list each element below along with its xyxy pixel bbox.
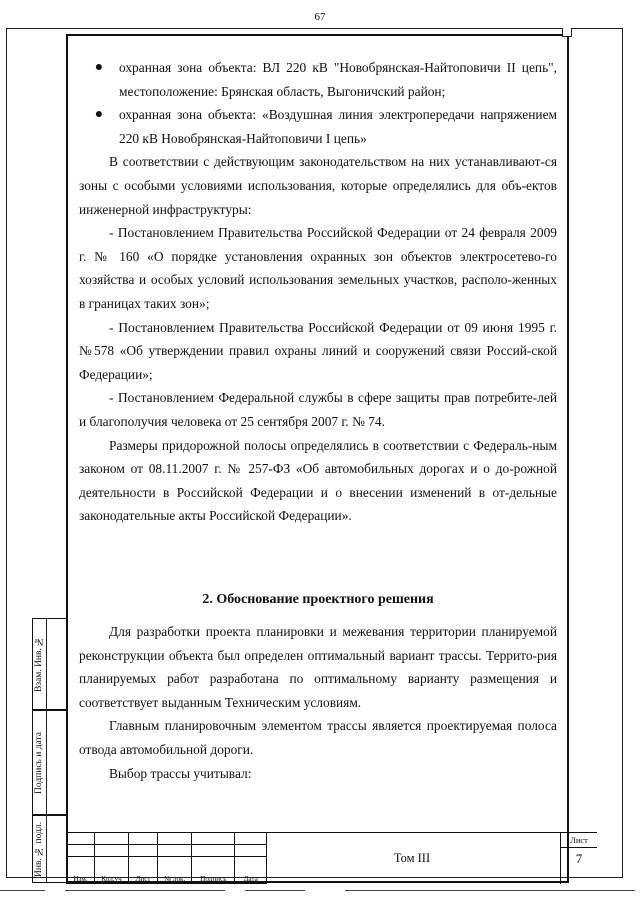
side-label-podpis: Подпись и дата <box>34 731 44 794</box>
side-label-vzam: Взам. Инв. № <box>34 635 44 693</box>
bullet-text: охранная зона объекта: ВЛ 220 кВ "Новобрянская-Найтоповичи II цепь", местоположение: Брянская область, Выгоничский район; <box>119 60 557 99</box>
side-cell-inv <box>32 815 66 883</box>
stamp-header: Кол.уч <box>95 857 129 884</box>
paragraph: - Постановлением Правительства Российской Федерации от 24 февраля 2009 г. № 160 «О порядке установления охранных зон объектов электросетево-го хозяйства и особых условий использования земельных участков, располо-женных в границах таких зон»; <box>79 225 557 311</box>
bottom-rule <box>245 890 305 891</box>
paragraph: Для разработки проекта планировки и межевания территории планируемой реконструкции объекта был определен оптимальный вариант трассы. Террито-рия планируемых работ разработана по оптимальному варианту размещения и соответствует выданным Техническим условиям. <box>79 624 557 710</box>
bottom-rule <box>0 890 45 891</box>
bottom-rule <box>345 890 635 891</box>
bullet-icon: ● <box>94 60 104 75</box>
bullet-item <box>79 103 557 150</box>
stamp-header: № док. <box>158 857 192 884</box>
title-cell <box>267 832 597 883</box>
title-block <box>66 832 588 883</box>
paragraph: Размеры придорожной полосы определялись в соответствии с Федераль-ным законом от 08.11.2007 г. № 257-ФЗ «Об автомобильных дорогах и о до-рожной деятельности в Российской Федерации и о внесении изменений в от-дельные законодательные акты Российской Федерации». <box>79 437 557 524</box>
section-heading: 2. Обоснование проектного решения <box>202 592 434 607</box>
bullet-text: охранная зона объекта: «Воздушная линия электропередачи напряжением 220 кВ Новобрянская-Найтоповичи I цепь» <box>119 107 557 146</box>
paragraph: В соответствии с действующим законодательством на них устанавливают-ся зоны с особыми условиями использования, которые определялись для объ-ектов инженерной инфраструктуры: <box>79 154 557 217</box>
stamp-header: Дата <box>235 857 267 884</box>
side-cell-vzam <box>32 618 66 710</box>
sheet-cell <box>560 833 597 884</box>
volume-label: Том III <box>393 851 431 865</box>
page-number: 67 <box>314 11 326 23</box>
revision-table <box>66 832 267 884</box>
sheet-label: Лист <box>561 833 597 848</box>
paragraph: Выбор трассы учитывал: <box>109 765 252 781</box>
paragraph: Главным планировочным элементом трассы является проектируемая полоса отвода автомобильной дороги. <box>79 718 557 757</box>
bullet-item <box>79 56 557 103</box>
frame-corner <box>562 28 572 37</box>
sheet-number: 7 <box>575 851 583 866</box>
paragraph: - Постановлением Правительства Российской Федерации от 09 июня 1995 г. №578 «Об утверждении правил охраны линий и сооружений связи Россий-ской Федерации»; <box>79 319 557 382</box>
stamp-header: Лист <box>129 857 158 884</box>
side-label-inv: Инв. № подл. <box>34 821 44 877</box>
bottom-rule <box>65 890 225 891</box>
body-text <box>79 56 557 528</box>
section-body <box>79 620 557 785</box>
stamp-header: Изм. <box>67 857 95 884</box>
stamp-header: Подпись <box>192 857 235 884</box>
bullet-icon: ● <box>94 107 104 123</box>
paragraph: - Постановлением Федеральной службы в сфере защиты прав потребите-лей и благополучия человека от 25 сентября 2007 г. № 74. <box>79 390 557 429</box>
side-cell-podpis <box>32 710 66 815</box>
